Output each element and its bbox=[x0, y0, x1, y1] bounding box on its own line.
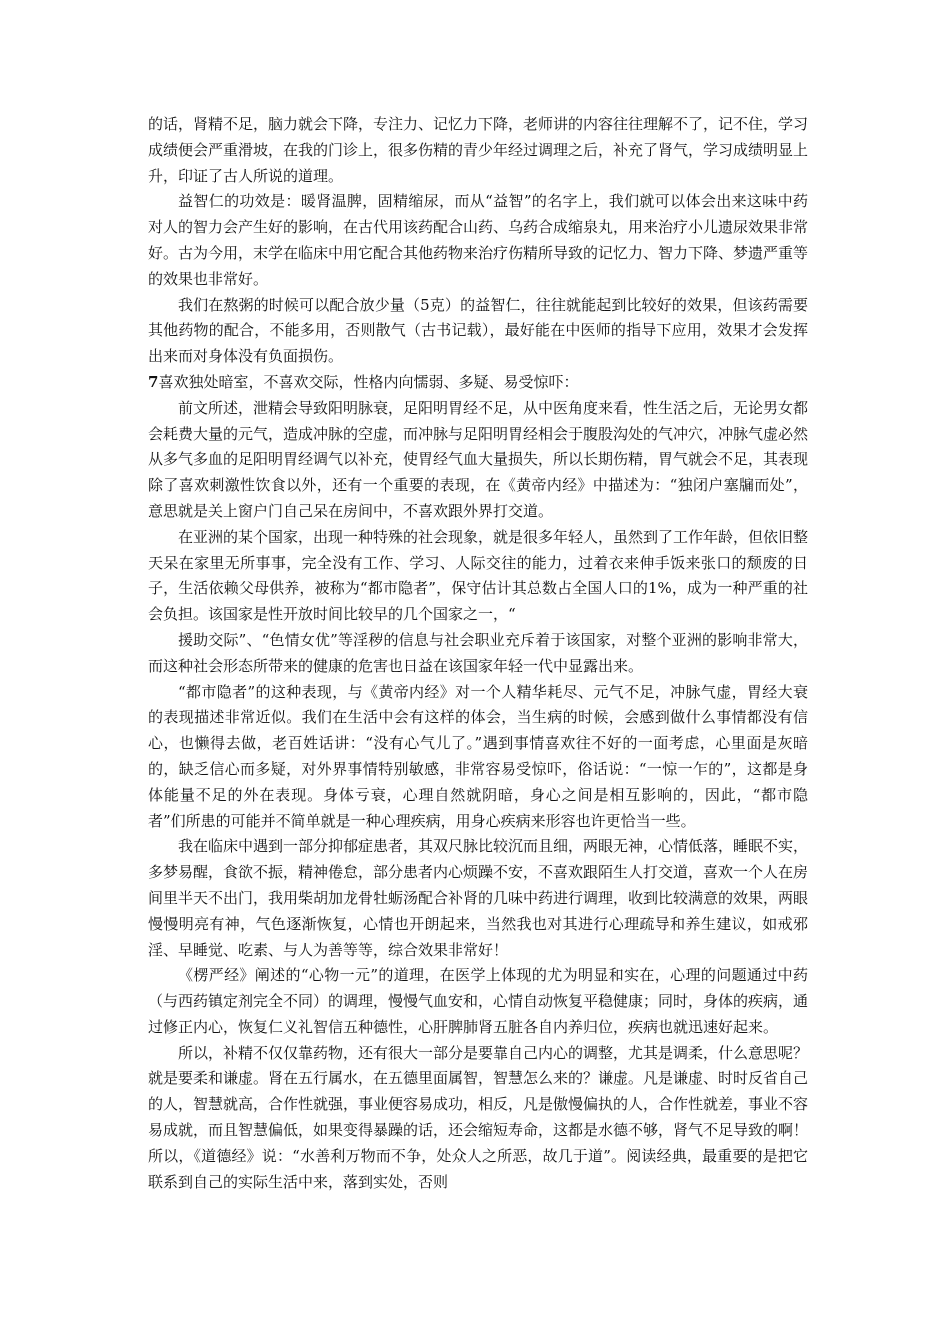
section-number: 7 bbox=[148, 372, 159, 391]
paragraph-continuation: 的话，肾精不足，脑力就会下降，专注力、记忆力下降，老师讲的内容往往理解不了，记不住，学习成绩便会严重滑坡，在我的门诊上，很多伤精的青少年经过调理之后，补充了肾气，学习成绩明显上升，印证了古人所说的道理。 bbox=[148, 115, 809, 185]
paragraph-yangming: 前文所述，泄精会导致阳明脉衰，足阳明胃经不足，从中医角度来看，性生活之后，无论男女都会耗费大量的元气，造成冲脉的空虚，而冲脉与足阳明胃经相会于腹股沟处的气冲穴，冲脉气虚必然从多气多血的足阳明胃经调气以补充，使胃经气血大量损失，所以长期伤精，胃气就会不足，其表现除了喜欢刺激性饮食以外，还有一个重要的表现，在《黄帝内经》中描述为：“独闭户塞牖而处”，意思就是关上窗户门自己呆在房间中，不喜欢跟外界打交道。 bbox=[148, 398, 809, 520]
paragraph-yizhiren-effects: 益智仁的功效是：暖肾温脾，固精缩尿，而从“益智”的名字上，我们就可以体会出来这味中药对人的智力会产生好的影响，在古代用该药配合山药、乌药合成缩泉丸，用来治疗小儿遗尿效果非常好。古为今用，末学在临床中用它配合其他药物来治疗伤精所导致的记忆力、智力下降、梦遗严重等的效果也非常好。 bbox=[148, 192, 809, 288]
paragraph-urban-recluse: 在亚洲的某个国家，出现一种特殊的社会现象，就是很多年轻人，虽然到了工作年龄，但依旧整天呆在家里无所事事，完全没有工作、学习、人际交往的能力，过着衣来伸手饭来张口的颓废的日子，生活依赖父母供养，被称为“都市隐者”，保守估计其总数占全国人口的1%，成为一种严重的社会负担。该国家是性开放时间比较早的几个国家之一，“ bbox=[148, 527, 809, 624]
document-body bbox=[148, 112, 808, 1195]
paragraph-shurangama: 《楞严经》阐述的“心物一元”的道理，在医学上体现的尤为明显和实在，心理的问题通过中药（与西药镇定剂完全不同）的调理，慢慢气血安和，心情自动恢复平稳健康；同时，身体的疾病，通过修正内心，恢复仁义礼智信五种德性，心肝脾肺肾五脏各自内养归位，疾病也就迅速好起来。 bbox=[148, 966, 809, 1036]
paragraph-social-harm: 援助交际”、“色情女优”等淫秽的信息与社会职业充斥着于该国家，对整个亚洲的影响非常大，而这种社会形态所带来的健康的危害也日益在该国家年轻一代中显露出来。 bbox=[148, 630, 808, 675]
paragraph-humility: 所以，补精不仅仅靠药物，还有很大一部分是要靠自己内心的调整，尤其是调柔，什么意思呢？就是要柔和谦虚。肾在五行属水，在五德里面属智，智慧怎么来的？谦虚。凡是谦虚、时时反省自己的人，智慧就高，合作性就强，事业便容易成功，相反，凡是傲慢偏执的人，合作性就差，事业不容易成就，而且智慧偏低，如果变得暴躁的话，还会缩短寿命，这都是水德不够，肾气不足导致的啊！所以，《道德经》说：“水善利万物而不争，处众人之所恶，故几于道”。阅读经典，最重要的是把它联系到自己的实际生活中来，落到实处，否则 bbox=[148, 1043, 809, 1191]
paragraph-clinical-depression: 我在临床中遇到一部分抑郁症患者，其双尺脉比较沉而且细，两眼无神，心情低落，睡眠不实，多梦易醒，食欲不振，精神倦怠，部分患者内心烦躁不安，不喜欢跟陌生人打交道，喜欢一个人在房间里半天不出门，我用柴胡加龙骨牡蛎汤配合补肾的几味中药进行调理，收到比较满意的效果，两眼慢慢明亮有神，气色逐渐恢复，心情也开朗起来，当然我也对其进行心理疏导和养生建议，如戒邪淫、早睡觉、吃素、与人为善等等，综合效果非常好！ bbox=[148, 837, 809, 959]
section-heading-7 bbox=[148, 370, 808, 396]
paragraph-porridge-usage: 我们在熬粥的时候可以配合放少量（5克）的益智仁，往往就能起到比较好的效果，但该药需要其他药物的配合，不能多用，否则散气（古书记载），最好能在中医师的指导下应用，效果才会发挥出来而对身体没有负面损伤。 bbox=[148, 295, 808, 366]
section-heading-text: 喜欢独处暗室，不喜欢交际，性格内向懦弱、多疑、易受惊吓： bbox=[158, 372, 579, 391]
paragraph-neijing-comparison: “都市隐者”的这种表现，与《黄帝内经》对一个人精华耗尽、元气不足，冲脉气虚，胃经大衰的表现描述非常近似。我们在生活中会有这样的体会，当生病的时候，会感到做什么事情都没有信心，也懒得去做，老百姓话讲：“没有心气儿了。”遇到事情喜欢往不好的一面考虑，心里面是灰暗的，缺乏信心而多疑，对外界事情特别敏感，非常容易受惊吓，俗话说：“一惊一乍的”，这都是身体能量不足的外在表现。身体亏衰，心理自然就阴暗，身心之间是相互影响的，因此，“都市隐者”们所患的可能并不简单就是一种心理疾病，用身心疾病来形容也许更恰当一些。 bbox=[148, 682, 808, 830]
